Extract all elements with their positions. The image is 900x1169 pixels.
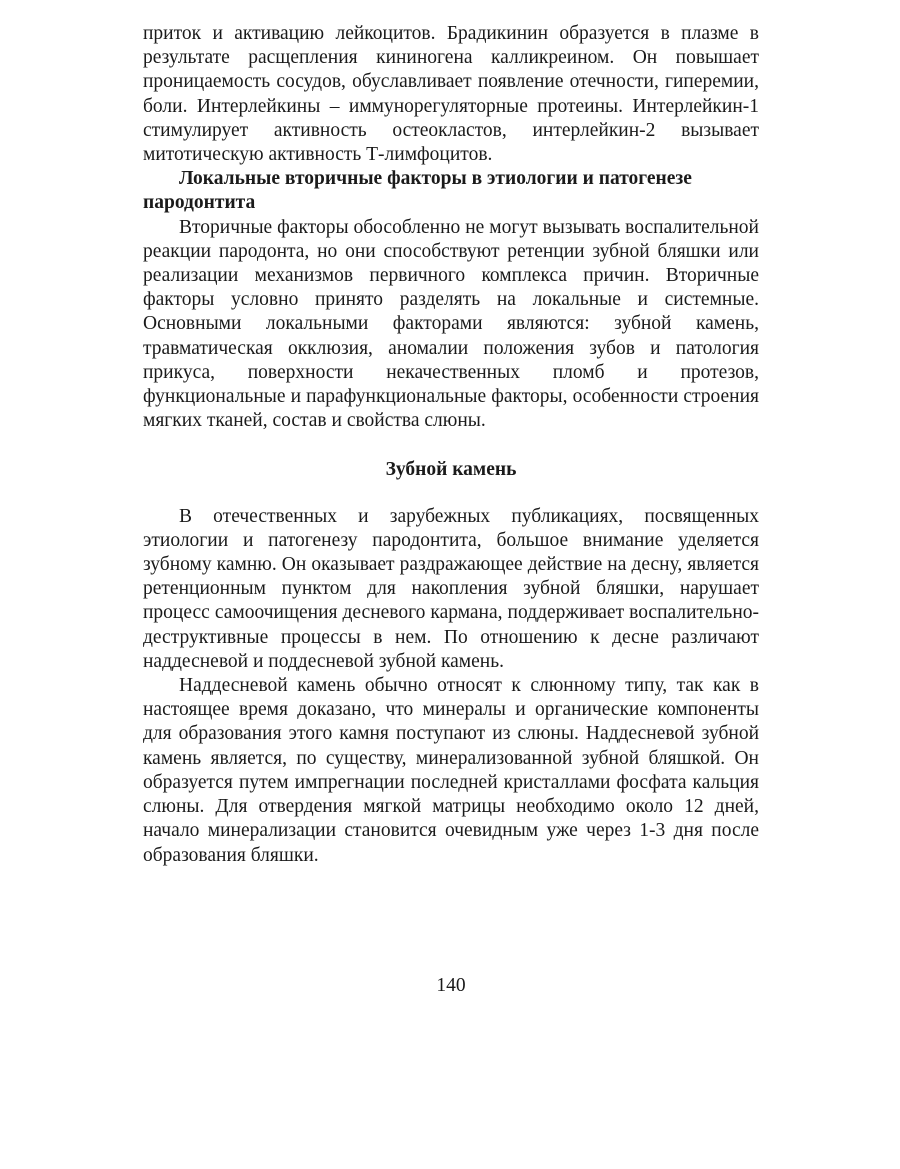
paragraph-continuation: приток и активацию лейкоцитов. Брадикинин образуется в плазме в результате расщепления кининогена калликреином. Он повышает проницаемость сосудов, обуславливает появление отечности, гиперемии, боли. Интерлейкины – иммунорегуляторные протеины. Интерлейкин-1 стимулирует активность остеокластов, интерлейкин-2 вызывает митотическую активность Т-лимфоцитов.: [143, 23, 759, 166]
subsection-heading: Зубной камень: [385, 459, 517, 481]
section-paragraph: Вторичные факторы обособленно не могут вызывать воспалительной реакции пародонта, но они способствуют ретенции зубной бляшки или реализации механизмов первичного комплекса причин. Вторичные факторы условно принято разделять на локальные и системные. Основными локальными факторами являются: зубной камень, травматическая окклюзия, аномалии положения зубов и патология прикуса, поверхности некачественных пломб и протезов, функциональные и парафункциональные факторы, особенности строения мягких тканей, состав и свойства слюны.: [143, 216, 759, 432]
page-number: 140: [436, 975, 466, 996]
spacer: [143, 433, 759, 458]
subsection-paragraph-1: В отечественных и зарубежных публикациях, посвященных этиологии и патогенезу пародонтита, большое внимание уделяется зубному камню. Он оказывает раздражающее действие на десну, является ретенционным пунктом для накопления зубной бляшки, нарушает процесс самоочищения десневого кармана, поддерживает воспалительно-деструктивные процессы в нем. По отношению к десне различают наддесневой и поддесневой зубной камень.: [143, 505, 759, 672]
section-heading: Локальные вторичные факторы в этиологии и патогенезе пародонтита: [143, 168, 692, 214]
spacer: [143, 483, 759, 505]
document-page: [143, 22, 759, 868]
subsection-paragraph-2: Наддесневой камень обычно относят к слюнному типу, так как в настоящее время доказано, что минералы и органические компоненты для образования этого камня поступают из слюны. Наддесневой зубной камень является, по существу, минерализованной зубной бляшкой. Он образуется путем импрегнации последней кристаллами фосфата кальция слюны. Для отвердения мягкой матрицы необходимо около 12 дней, начало минерализации становится очевидным уже через 1-3 дня после образования бляшки.: [143, 675, 759, 866]
